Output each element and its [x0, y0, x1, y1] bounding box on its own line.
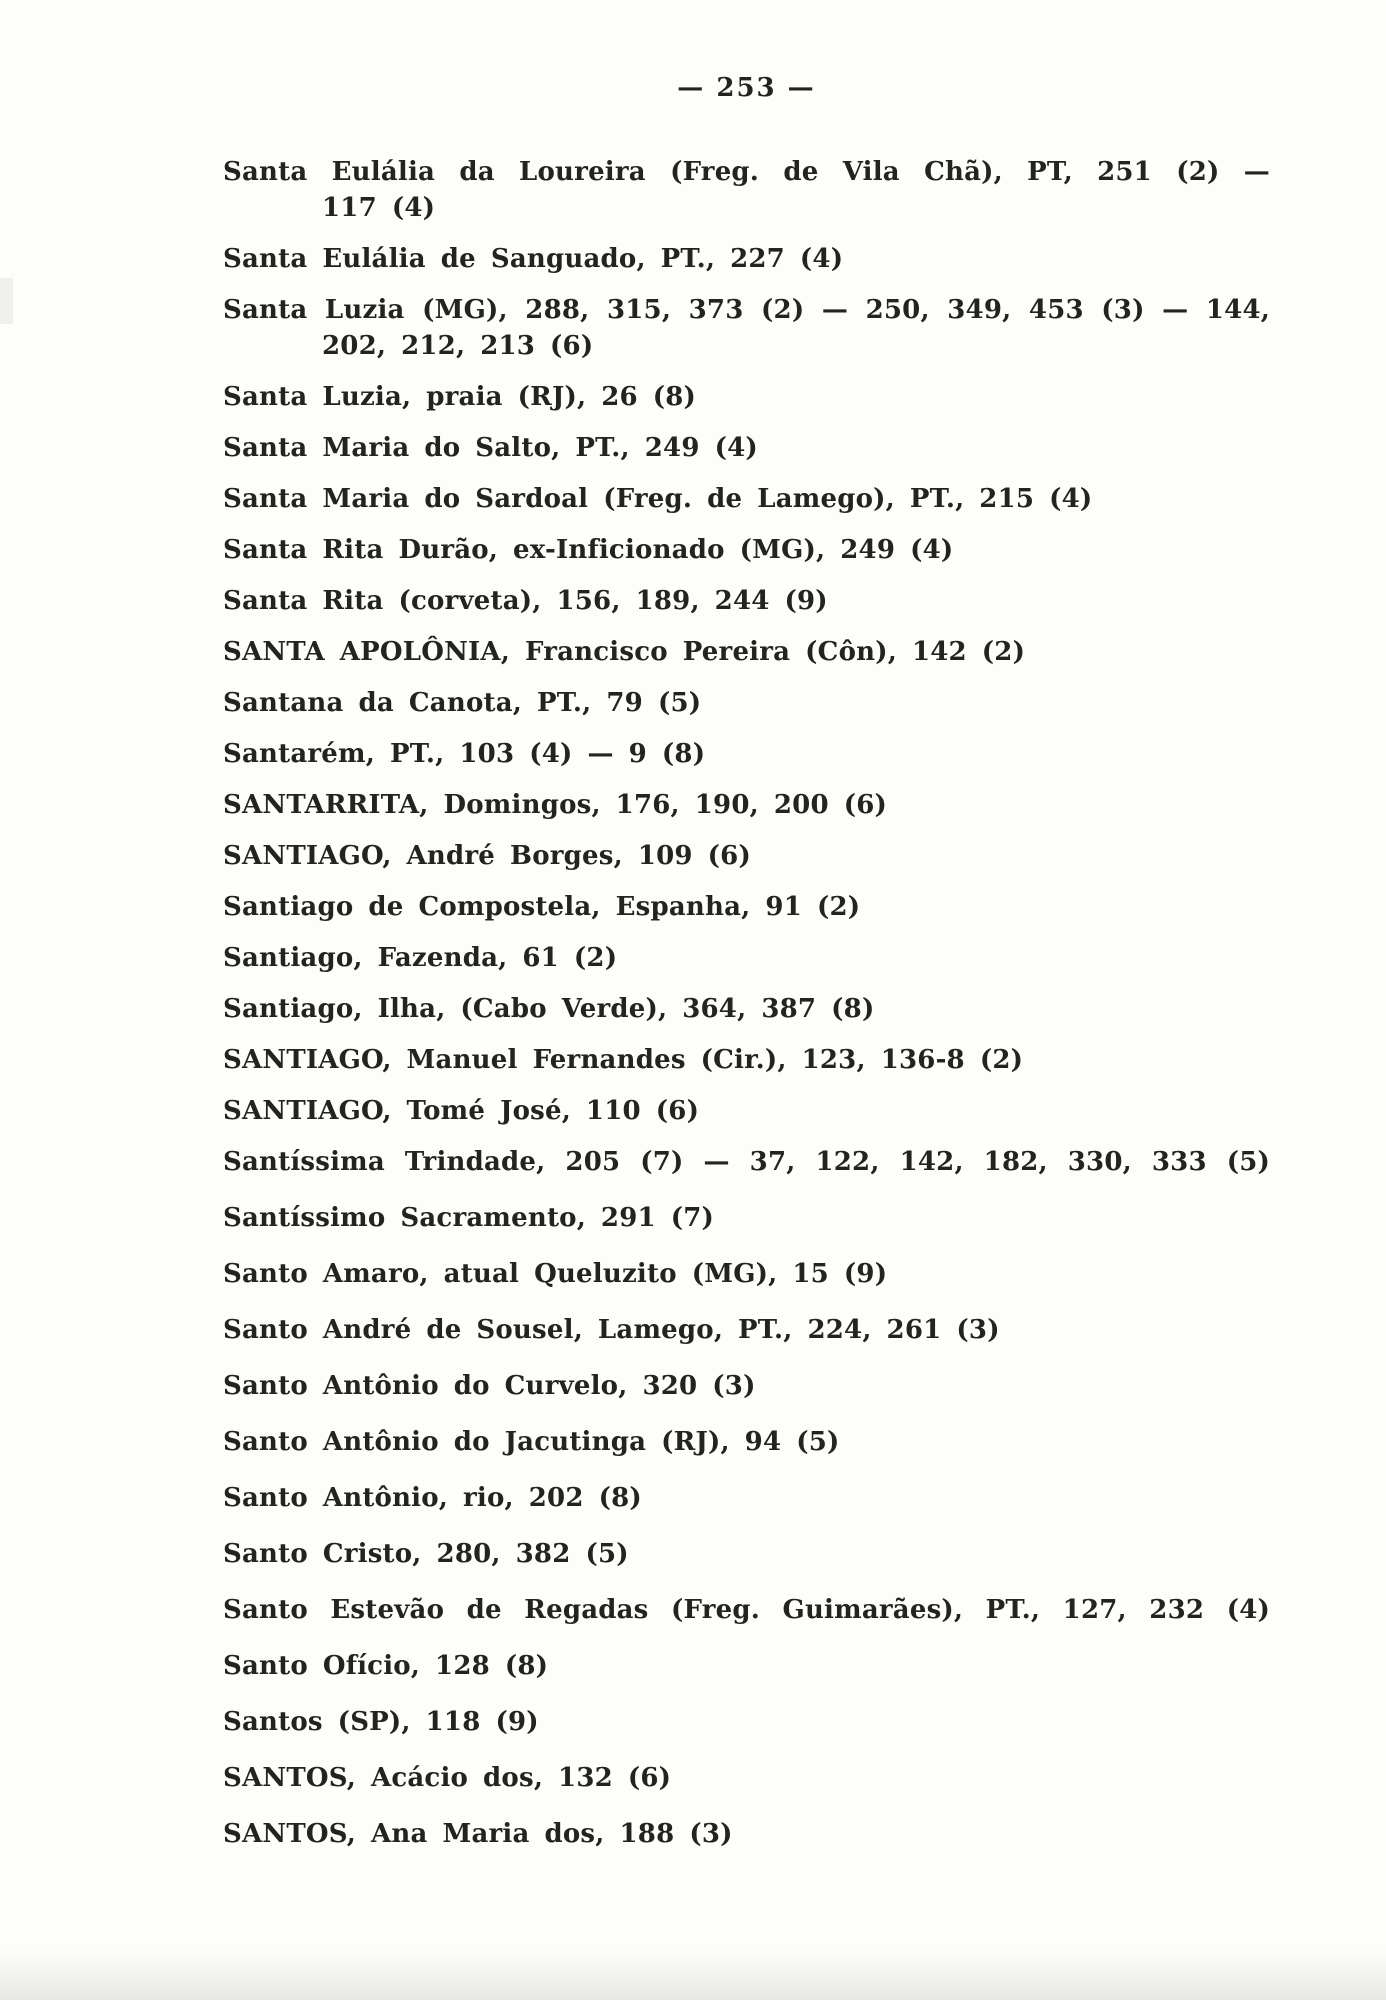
index-entry-line: Santo Antônio, rio, 202 (8) [223, 1483, 642, 1513]
index-entry [223, 736, 1270, 772]
index-entry-continuation-line: 202, 212, 213 (6) [322, 331, 594, 361]
index-entry [223, 1093, 1270, 1129]
index-entry [223, 583, 1270, 619]
index-entry-line: Santa Rita Durão, ex-Inficionado (MG), 249 (4) [223, 535, 954, 565]
index-entry-line: SANTOS, Acácio dos, 132 (6) [223, 1763, 672, 1793]
page-number: — 253 — [677, 73, 816, 103]
index-entry-line: Santíssima Trindade, 205 (7) — 37, 122, 142, 182, 330, 333 (5) [223, 1147, 1270, 1177]
index-entry-line: Santíssimo Sacramento, 291 (7) [223, 1203, 715, 1233]
index-entry [223, 787, 1270, 823]
index-entry-line: SANTA APOLÔNIA, Francisco Pereira (Côn), 142 (2) [223, 637, 1026, 667]
index-entry-line: SANTOS, Ana Maria dos, 188 (3) [223, 1819, 733, 1849]
index-entry [223, 1144, 1270, 1180]
index-entry-line: Santo André de Sousel, Lamego, PT., 224, 261 (3) [223, 1315, 1000, 1345]
index-entry-line: SANTARRITA, Domingos, 176, 190, 200 (6) [223, 790, 888, 820]
index-entries [223, 154, 1270, 1852]
index-entry [223, 1368, 1270, 1404]
index-entry [223, 838, 1270, 874]
index-entry-line: Santa Luzia (MG), 288, 315, 373 (2) — 250, 349, 453 (3) — 144, [223, 295, 1270, 325]
index-entry [223, 241, 1270, 277]
index-entry [223, 1424, 1270, 1460]
index-entry [223, 292, 1270, 364]
index-entry [223, 991, 1270, 1027]
index-entry [223, 1816, 1270, 1852]
index-entry-line: Santarém, PT., 103 (4) — 9 (8) [223, 739, 706, 769]
index-entry-line: Santa Rita (corveta), 156, 189, 244 (9) [223, 586, 828, 616]
index-entry [223, 430, 1270, 466]
index-entry [223, 1200, 1270, 1236]
index-entry [223, 481, 1270, 517]
index-entry [223, 1480, 1270, 1516]
index-entry [223, 1312, 1270, 1348]
index-entry-line: Santa Maria do Salto, PT., 249 (4) [223, 433, 758, 463]
index-entry-line: Santo Antônio do Curvelo, 320 (3) [223, 1371, 756, 1401]
index-entry-continuation-line: 117 (4) [322, 193, 436, 223]
index-entry-line: SANTIAGO, André Borges, 109 (6) [223, 841, 751, 871]
index-entry [223, 1592, 1270, 1628]
index-entry [223, 1760, 1270, 1796]
index-entry-line: Santa Maria do Sardoal (Freg. de Lamego), PT., 215 (4) [223, 484, 1093, 514]
index-entry-line: Santiago, Fazenda, 61 (2) [223, 943, 618, 973]
index-entry-line: Santo Cristo, 280, 382 (5) [223, 1539, 629, 1569]
index-entry [223, 154, 1270, 226]
index-entry [223, 1042, 1270, 1078]
index-entry [223, 1704, 1270, 1740]
index-entry-line: Santo Estevão de Regadas (Freg. Guimarães), PT., 127, 232 (4) [223, 1595, 1270, 1625]
index-entry-line: Santo Amaro, atual Queluzito (MG), 15 (9) [223, 1259, 888, 1289]
scan-edge-shadow [0, 1950, 1386, 2000]
index-entry [223, 685, 1270, 721]
index-entry [223, 1256, 1270, 1292]
scan-edge-smudge [0, 278, 13, 324]
index-entry [223, 1648, 1270, 1684]
index-entry [223, 1536, 1270, 1572]
index-entry-line: Santa Eulália da Loureira (Freg. de Vila Chã), PT, 251 (2) — [223, 157, 1270, 187]
index-entry-line: Santiago, Ilha, (Cabo Verde), 364, 387 (8) [223, 994, 875, 1024]
index-entry-line: Santana da Canota, PT., 79 (5) [223, 688, 702, 718]
index-entry-line: Santa Luzia, praia (RJ), 26 (8) [223, 382, 697, 412]
index-entry-line: SANTIAGO, Tomé José, 110 (6) [223, 1096, 700, 1126]
index-entry-line: Santos (SP), 118 (9) [223, 1707, 539, 1737]
index-entry [223, 889, 1270, 925]
index-entry-line: Santo Antônio do Jacutinga (RJ), 94 (5) [223, 1427, 840, 1457]
index-entry [223, 379, 1270, 415]
index-entry [223, 634, 1270, 670]
index-entry-line: Santo Ofício, 128 (8) [223, 1651, 549, 1681]
index-entry-line: Santa Eulália de Sanguado, PT., 227 (4) [223, 244, 844, 274]
index-entry [223, 940, 1270, 976]
index-entry [223, 532, 1270, 568]
index-entry-line: SANTIAGO, Manuel Fernandes (Cir.), 123, 136-8 (2) [223, 1045, 1024, 1075]
index-entry-line: Santiago de Compostela, Espanha, 91 (2) [223, 892, 861, 922]
